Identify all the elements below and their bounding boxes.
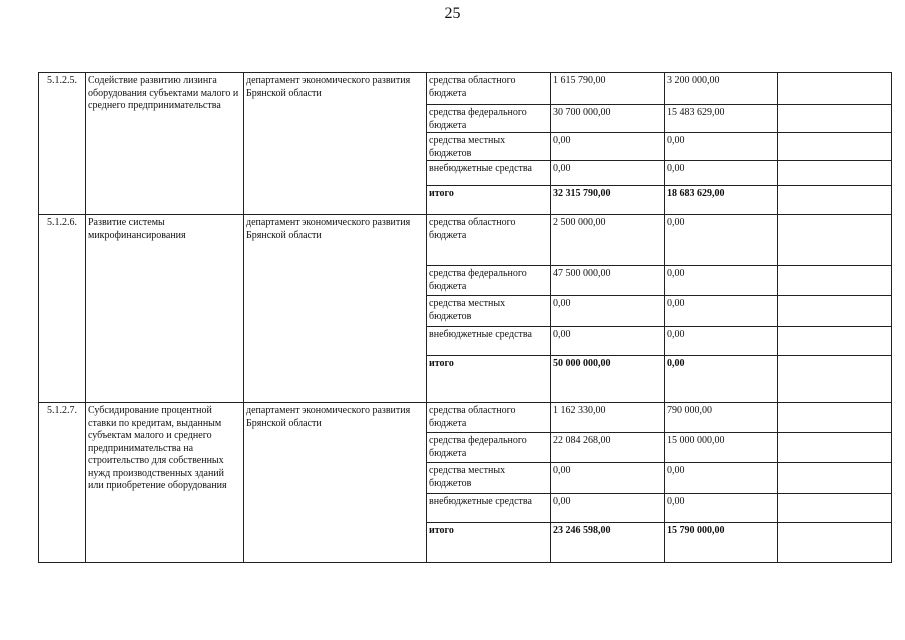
source-label: средства местных бюджетов	[427, 133, 551, 161]
empty-cell	[778, 523, 892, 563]
item-executor: департамент экономического развития Брянской области	[244, 73, 427, 215]
empty-cell	[778, 105, 892, 133]
item-code: 5.1.2.7.	[39, 403, 86, 563]
empty-cell	[778, 296, 892, 327]
source-label: средства местных бюджетов	[427, 463, 551, 494]
total-label: итого	[427, 523, 551, 563]
source-label: средства областного бюджета	[427, 403, 551, 433]
amount-col2: 0,00	[665, 215, 778, 266]
amount-col1: 2 500 000,00	[551, 215, 665, 266]
amount-col1: 0,00	[551, 161, 665, 186]
amount-col1: 0,00	[551, 327, 665, 356]
empty-cell	[778, 356, 892, 403]
empty-cell	[778, 327, 892, 356]
amount-col1: 0,00	[551, 296, 665, 327]
amount-col2: 3 200 000,00	[665, 73, 778, 105]
page-number: 25	[444, 5, 461, 22]
amount-col2: 0,00	[665, 161, 778, 186]
item-executor: департамент экономического развития Брянской области	[244, 403, 427, 563]
table-row	[39, 73, 892, 105]
total-label: итого	[427, 356, 551, 403]
amount-col1: 0,00	[551, 463, 665, 494]
amount-col1: 0,00	[551, 133, 665, 161]
amount-col2: 0,00	[665, 266, 778, 296]
item-name: Содействие развитию лизинга оборудования субъектами малого и среднего предпринимательства	[86, 73, 244, 215]
source-label: внебюджетные средства	[427, 494, 551, 523]
source-label: средства федерального бюджета	[427, 105, 551, 133]
empty-cell	[778, 186, 892, 215]
source-label: средства местных бюджетов	[427, 296, 551, 327]
amount-col2: 0,00	[665, 463, 778, 494]
amount-col1: 22 084 268,00	[551, 433, 665, 463]
empty-cell	[778, 266, 892, 296]
amount-col2: 0,00	[665, 296, 778, 327]
amount-col1: 0,00	[551, 494, 665, 523]
item-executor: департамент экономического развития Брянской области	[244, 215, 427, 403]
budget-table	[38, 72, 892, 563]
amount-col2: 0,00	[665, 327, 778, 356]
empty-cell	[778, 403, 892, 433]
table-row	[39, 215, 892, 266]
total-col1: 23 246 598,00	[551, 523, 665, 563]
total-col1: 32 315 790,00	[551, 186, 665, 215]
amount-col2: 15 483 629,00	[665, 105, 778, 133]
source-label: средства областного бюджета	[427, 73, 551, 105]
empty-cell	[778, 215, 892, 266]
empty-cell	[778, 133, 892, 161]
amount-col1: 30 700 000,00	[551, 105, 665, 133]
amount-col1: 47 500 000,00	[551, 266, 665, 296]
source-label: внебюджетные средства	[427, 161, 551, 186]
item-name: Субсидирование процентной ставки по кредитам, выданным субъектам малого и среднего предпринимательства на строительство для собственных нужд производственных зданий или приобретение оборудования	[86, 403, 244, 563]
source-label: внебюджетные средства	[427, 327, 551, 356]
total-col2: 15 790 000,00	[665, 523, 778, 563]
item-code: 5.1.2.5.	[39, 73, 86, 215]
item-code: 5.1.2.6.	[39, 215, 86, 403]
item-name: Развитие системы микрофинансирования	[86, 215, 244, 403]
table-row	[39, 403, 892, 433]
amount-col2: 790 000,00	[665, 403, 778, 433]
empty-cell	[778, 161, 892, 186]
amount-col2: 15 000 000,00	[665, 433, 778, 463]
total-col2: 18 683 629,00	[665, 186, 778, 215]
empty-cell	[778, 433, 892, 463]
amount-col1: 1 615 790,00	[551, 73, 665, 105]
source-label: средства федерального бюджета	[427, 433, 551, 463]
total-col2: 0,00	[665, 356, 778, 403]
amount-col2: 0,00	[665, 133, 778, 161]
empty-cell	[778, 73, 892, 105]
source-label: средства федерального бюджета	[427, 266, 551, 296]
amount-col2: 0,00	[665, 494, 778, 523]
empty-cell	[778, 494, 892, 523]
amount-col1: 1 162 330,00	[551, 403, 665, 433]
source-label: средства областного бюджета	[427, 215, 551, 266]
empty-cell	[778, 463, 892, 494]
total-label: итого	[427, 186, 551, 215]
total-col1: 50 000 000,00	[551, 356, 665, 403]
